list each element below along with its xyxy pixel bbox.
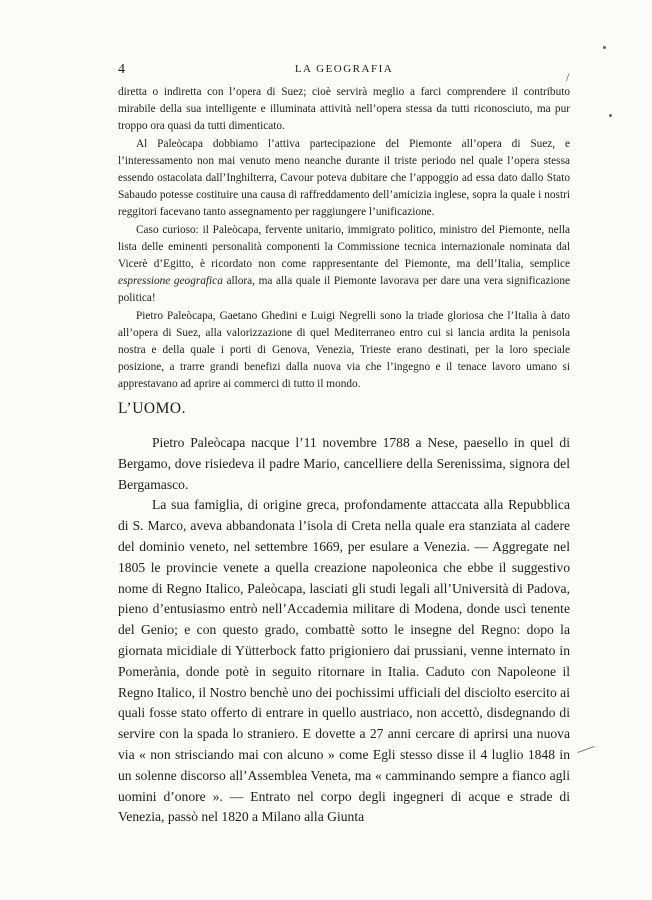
section-heading: L’UOMO.: [118, 400, 186, 417]
edge-speck: [609, 114, 612, 117]
paragraph-text: Caso curioso: il Paleòcapa, fervente unitario, immigrato politico, ministro del Piemonte, nella lista delle eminenti personalità componenti la Commissione tecnica internazionale nominata dal Vicerè d’Egitto, è ricordato non come rappresentante del Piemonte, ma dell’Italia, semplice: [118, 223, 570, 271]
intro-paragraph: Al Paleòcapa dobbiamo l’attiva partecipazione del Piemonte all’opera di Suez, e l’interessamento non mai venuto meno neanche durante il triste periodo nel quale l’opera stessa essendo ostacolata dall’Inghilterra, Cavour poteva dubitare che l’appoggio ad essa dato dallo Stato Sabaudo potesse costituire una causa di raffreddamento dell’amicizia inglese, sopra la quale i nostri reggitori facevano tanto assegnamento per raggiungere l’unificazione.: [118, 137, 570, 219]
margin-pencil-mark: [577, 746, 594, 753]
running-header: [118, 62, 570, 80]
intro-paragraph: [118, 222, 570, 308]
edge-speck: [603, 46, 606, 49]
page-number: 4: [118, 62, 125, 77]
paragraph-text: allora, ma alla quale il Piemonte lavorava per dare una vera significazione politica!: [118, 275, 570, 305]
section-body: [118, 433, 570, 828]
stray-ink-mark: /: [566, 70, 570, 84]
body-paragraph: La sua famiglia, di origine greca, profondamente attaccata alla Repubblica di S. Marco, aveva abbandonata l’isola di Creta nella quale era stanziata al cadere del dominio veneto, nel settembre 1669, per esulare a Venezia. — Aggregate nel 1805 le provincie venete a quella creazione napoleonica che ebbe il suggestivo nome di Regno Italico, Paleòcapa, lasciati gli studi legali all’Università di Padova, pieno d’entusiasmo entrò nell’Accademia militare di Modena, donde uscì tenente del Genio; e con questo grado, combattè sotto le insegne del Regno: dopo la giornata micidiale di Yütterbock fatto prigioniero dai prussiani, venne internato in Pomerània, donde potè in seguito ritornare in Italia. Caduto con Napoleone il Regno Italico, il Nostro benchè uno dei pochissimi ufficiali del disciolto esercito ai quali fosse stato offerto di entrare in quello austriaco, non accettò, disdegnando di servire con la spada lo straniero. E dovette a 27 anni cercare di aprirsi una nuova via « non strisciando mai con alcuno » come Egli stesso disse il 4 luglio 1848 in un solenne discorso all’Assemblea Veneta, ma « camminando sempre a fianco agli uomini d’onore ». — Entrato nel corpo degli ingegneri di acque e strade di Venezia, passò nel 1820 a Milano alla Giunta: [118, 497, 570, 825]
intro-paragraph: diretta o indiretta con l’opera di Suez; cioè servirà meglio a farci comprendere il contributo mirabile della sua intelligente e illuminata attività nell’opera stessa da tutti riconosciuto, ma pur troppo ora quasi da tutti dimenticato.: [118, 86, 570, 133]
intro-text: [118, 84, 570, 394]
intro-paragraph: Pietro Paleòcapa, Gaetano Ghedini e Luigi Negrelli sono la triade gloriosa che l’Italia à dato all’opera di Suez, alla valorizzazione di quel Mediterraneo entro cui si lancia ardita la penisola nostra e della quale i porti di Genova, Venezia, Trieste erano destinati, per la loro speciale posizione, a trarre grandi benefizi dalla nuova via che l’ingegno e il tenace lavoro umano si apprestavano ad aprire ai commerci di tutto il mondo.: [118, 309, 570, 391]
body-paragraph: Pietro Paleòcapa nacque l’11 novembre 1788 a Nese, paesello in quel di Bergamo, dove risiedeva il padre Mario, cancelliere della Serenissima, signora del Bergamasco.: [118, 435, 570, 492]
running-title: LA GEOGRAFIA: [294, 63, 394, 75]
italic-phrase: espressione geografica: [118, 275, 223, 288]
